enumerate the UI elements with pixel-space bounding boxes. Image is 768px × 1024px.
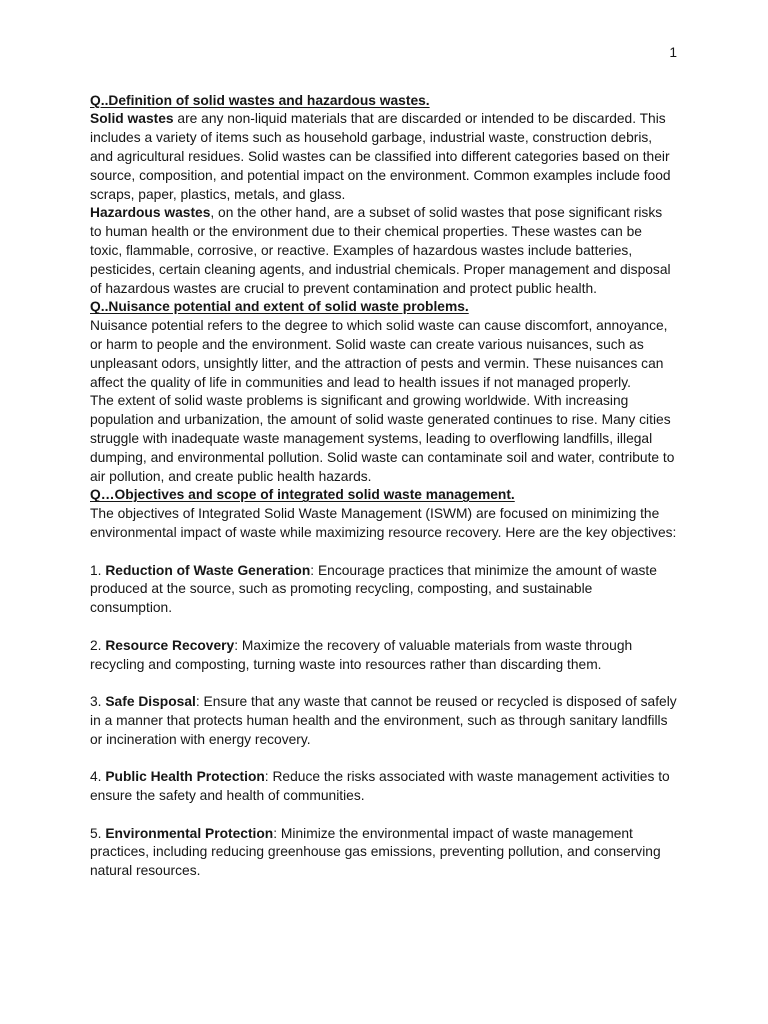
text-line: unpleasant odors, unsightly litter, and the attraction of pests and vermin. These nuisances can (90, 355, 664, 371)
text-line: struggle with inadequate waste management systems, leading to overflowing landfills, illegal (90, 430, 653, 446)
blank-line (90, 618, 700, 637)
text-line: or incineration with energy recovery. (90, 731, 311, 747)
list-item (90, 768, 700, 787)
bold-term: Environmental Protection (105, 825, 274, 841)
line-text: : Maximize the recovery of valuable materials from waste through (234, 637, 633, 653)
line-text: : Reduce the risks associated with waste management activities to (264, 769, 670, 785)
line-text: : Encourage practices that minimize the amount of waste (310, 562, 657, 578)
text-line: includes a variety of items such as household garbage, industrial waste, construction debris, (90, 130, 653, 146)
text-line: The extent of solid waste problems is significant and growing worldwide. With increasing (90, 393, 629, 409)
line-text: are any non-liquid materials that are discarded or intended to be discarded. This (177, 111, 666, 127)
blank-line (90, 543, 700, 562)
text-line: scraps, paper, plastics, metals, and glass. (90, 186, 346, 202)
list-item (90, 562, 700, 581)
text-line: and agricultural residues. Solid wastes can be classified into different categories based on their (90, 148, 670, 164)
bold-term: Resource Recovery (105, 637, 235, 653)
page-number: 1 (669, 45, 677, 60)
list-number: 1. (90, 562, 102, 578)
text-line: environmental impact of waste while maximizing resource recovery. Here are the key objectives: (90, 524, 677, 540)
section-heading: Q..Definition of solid wastes and hazardous wastes. (90, 92, 430, 108)
blank-line (90, 749, 700, 768)
text-line: in a manner that protects human health and the environment, such as through sanitary landfills (90, 712, 668, 728)
bold-term: Public Health Protection (105, 769, 265, 785)
text-line (90, 110, 700, 129)
list-number: 2. (90, 637, 102, 653)
bold-term: Reduction of Waste Generation (105, 562, 311, 578)
text-line: dumping, and environmental pollution. Solid waste can contaminate soil and water, contribute to (90, 449, 675, 465)
text-line (90, 204, 700, 223)
text-line: affect the quality of life in communities and lead to health issues if not managed properly. (90, 374, 631, 390)
section-heading: Q…Objectives and scope of integrated solid waste management. (90, 487, 515, 503)
bold-term: Hazardous wastes (90, 205, 211, 221)
list-number: 5. (90, 825, 102, 841)
text-line: air pollution, and create public health hazards. (90, 468, 372, 484)
text-line: source, composition, and potential impact on the environment. Common examples include food (90, 167, 671, 183)
list-item (90, 693, 700, 712)
list-item (90, 825, 700, 844)
line-text: , on the other hand, are a subset of solid wastes that pose significant risks (210, 205, 663, 221)
text-line: consumption. (90, 600, 173, 616)
document-body (90, 92, 700, 881)
text-line: pesticides, certain cleaning agents, and industrial chemicals. Proper management and disposal (90, 261, 671, 277)
text-line: Nuisance potential refers to the degree to which solid waste can cause discomfort, annoyance, (90, 318, 668, 334)
line-text: : Minimize the environmental impact of waste management (273, 825, 633, 841)
list-number: 3. (90, 694, 102, 710)
text-line: The objectives of Integrated Solid Waste Management (ISWM) are focused on minimizing the (90, 506, 660, 522)
blank-line (90, 674, 700, 693)
text-line: ensure the safety and health of communities. (90, 788, 365, 804)
bold-term: Safe Disposal (105, 694, 196, 710)
text-line: natural resources. (90, 863, 201, 879)
text-line: of hazardous wastes are crucial to prevent contamination and protect public health. (90, 280, 597, 296)
bold-term: Solid wastes (90, 111, 174, 127)
section-heading: Q..Nuisance potential and extent of solid waste problems. (90, 299, 469, 315)
text-line: or harm to people and the environment. Solid waste can create various nuisances, such as (90, 336, 644, 352)
blank-line (90, 806, 700, 825)
text-line: toxic, flammable, corrosive, or reactive. Examples of hazardous wastes include batteries, (90, 242, 633, 258)
list-number: 4. (90, 769, 102, 785)
list-item (90, 637, 700, 656)
text-line: to human health or the environment due to their chemical properties. These wastes can be (90, 224, 642, 240)
line-text: : Ensure that any waste that cannot be reused or recycled is disposed of safely (195, 694, 677, 710)
text-line: population and urbanization, the amount of solid waste generated continues to rise. Many cities (90, 412, 671, 428)
text-line: practices, including reducing greenhouse gas emissions, preventing pollution, and conserving (90, 844, 661, 860)
text-line: produced at the source, such as promoting recycling, composting, and sustainable (90, 581, 593, 597)
text-line: recycling and composting, turning waste into resources rather than discarding them. (90, 656, 602, 672)
